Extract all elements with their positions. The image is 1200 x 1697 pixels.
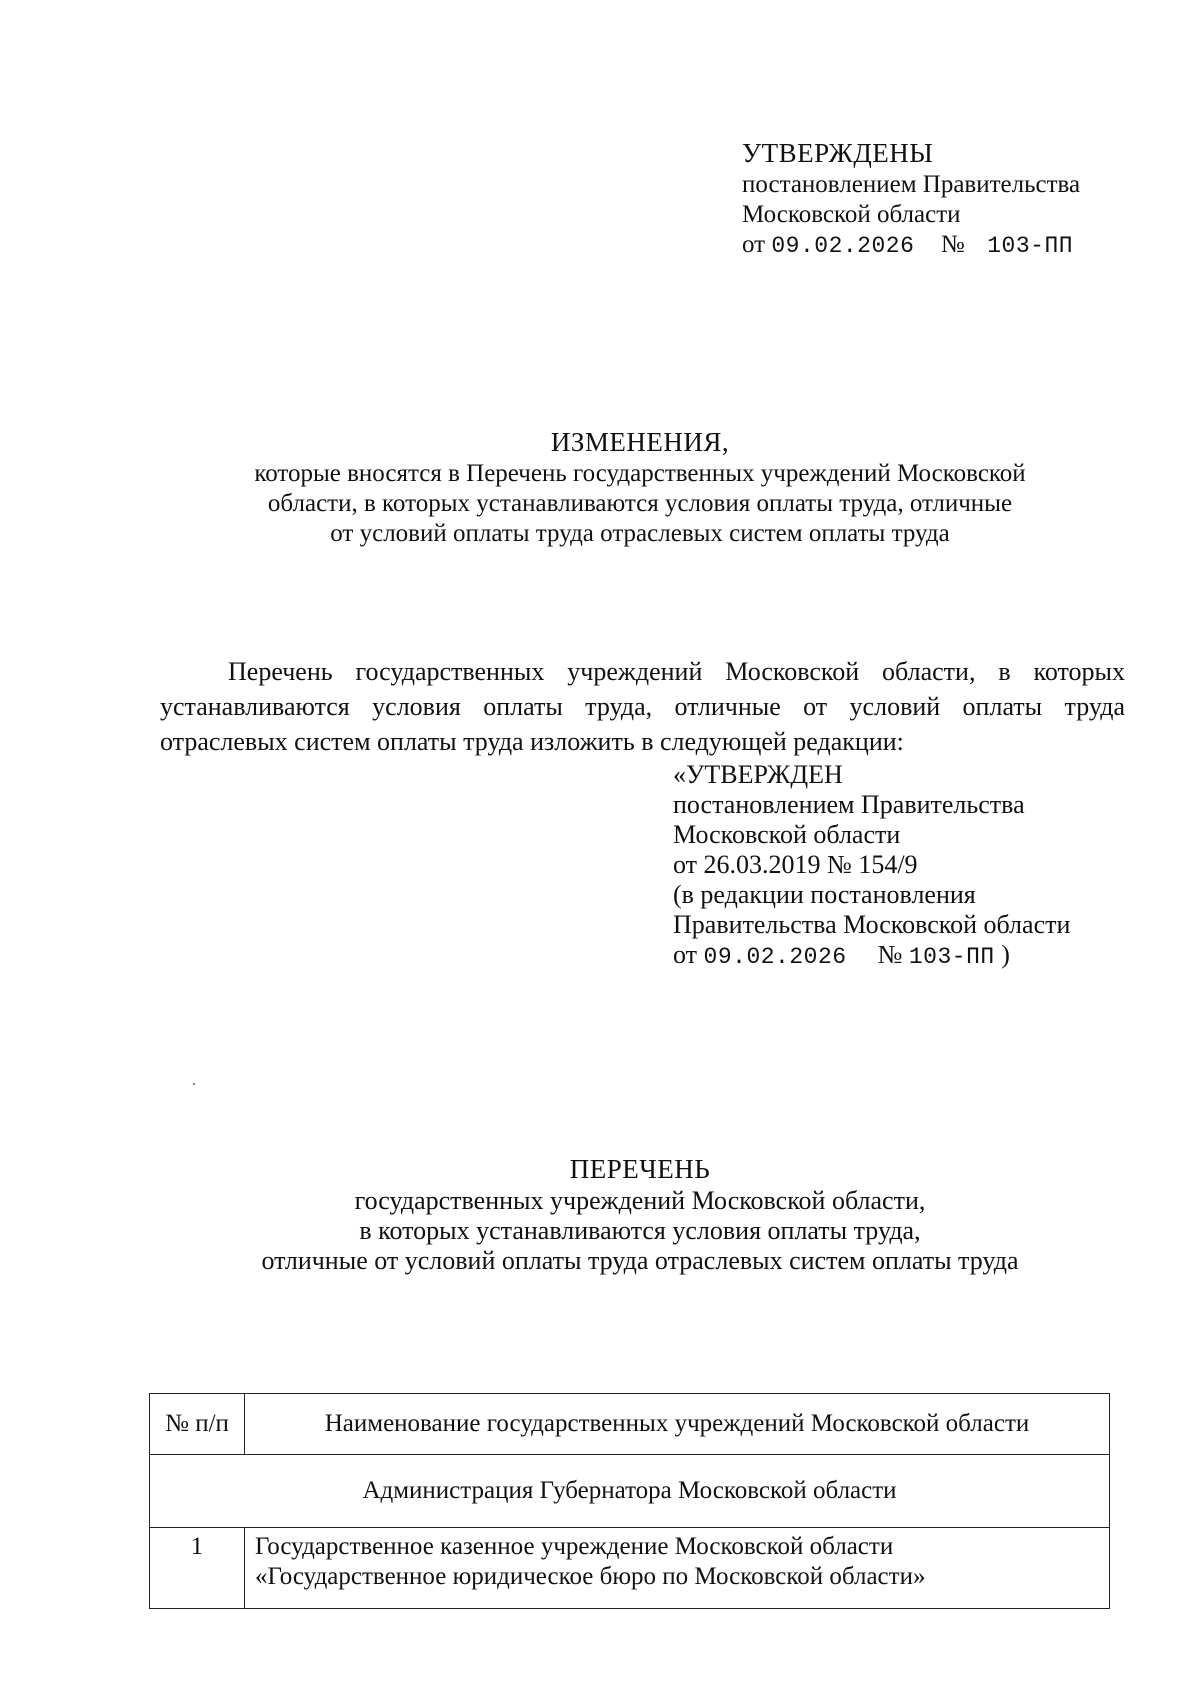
institutions-table [149, 1393, 1110, 1609]
changes-heading: ИЗМЕНЕНИЯ, [550, 427, 730, 457]
row-name-line: «Государственное юридическое бюро по Московской области» [255, 1563, 926, 1590]
table-row [150, 1528, 1110, 1609]
number-sign: № [877, 940, 903, 969]
approval-title: «УТВЕРЖДЕН [673, 760, 843, 789]
header-num-cell: № п/п [150, 1394, 245, 1455]
row-num-cell: 1 [150, 1528, 245, 1609]
row-name-cell [245, 1528, 1110, 1609]
changes-subtitle-line: от условий оплаты труда отраслевых систем оплаты труда [330, 520, 950, 547]
approval-title: УТВЕРЖДЕНЫ [742, 138, 934, 168]
list-subtitle-line: в которых устанавливаются условия оплаты труда, [359, 1216, 921, 1245]
date-prefix: от [673, 940, 698, 969]
changes-subtitle-line: области, в которых устанавливаются условия оплаты труда, отличные [267, 490, 1013, 517]
intro-line: устанавливаются условия оплаты труда, отличные от условий оплаты труда [160, 692, 1125, 721]
closing-paren: ) [1001, 940, 1010, 969]
list-subtitle-line: государственных учреждений Московской области, [354, 1186, 926, 1215]
group-cell: Администрация Губернатора Московской области [150, 1455, 1110, 1528]
intro-line: отраслевых систем оплаты труда изложить в следующей редакции: [160, 727, 904, 756]
approval-date: 09.02.2026 [771, 233, 915, 259]
approval-line: Московской области [673, 820, 901, 849]
approval-number: 103-ПП [908, 944, 995, 970]
header-name-cell: Наименование государственных учреждений Московской области [245, 1394, 1110, 1455]
approval-block-revised [673, 760, 1070, 972]
approval-line: постановлением Правительства [673, 790, 1025, 819]
table-header-row [150, 1394, 1110, 1455]
approval-date-line [742, 230, 1080, 261]
changes-heading-block [190, 425, 1090, 549]
list-heading-block [190, 1152, 1090, 1276]
approval-number: 103-ПП [987, 233, 1074, 259]
approval-block [742, 136, 1080, 261]
intro-paragraph [160, 654, 1125, 759]
date-prefix: от [742, 231, 766, 258]
row-name-line: Государственное казенное учреждение Московской области [255, 1533, 894, 1560]
number-sign: № [940, 231, 965, 258]
approval-line: (в редакции постановления [673, 880, 976, 909]
list-subtitle-line: отличные от условий оплаты труда отраслевых систем оплаты труда [261, 1246, 1019, 1275]
approval-date-line [673, 940, 1070, 972]
intro-line: Перечень государственных учреждений Московской области, в которых [228, 657, 1125, 686]
changes-subtitle-line: которые вносятся в Перечень государственных учреждений Московской [254, 460, 1026, 487]
scan-speck [193, 1083, 195, 1085]
table-group-row [150, 1455, 1110, 1528]
approval-line: Правительства Московской области [673, 910, 1071, 939]
list-heading: ПЕРЕЧЕНЬ [569, 1154, 711, 1184]
approval-date: 09.02.2026 [703, 944, 847, 970]
approval-line: Московской области [742, 201, 961, 228]
approval-original-date: от 26.03.2019 № 154/9 [673, 850, 918, 879]
approval-line: постановлением Правительства [742, 171, 1081, 198]
